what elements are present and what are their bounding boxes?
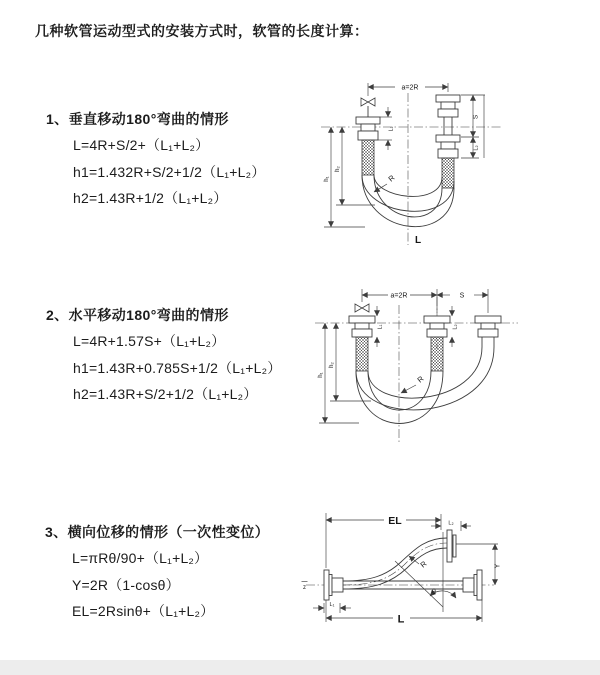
flange xyxy=(436,135,460,142)
section-3 xyxy=(45,519,269,625)
dim-label-travel: S xyxy=(472,114,480,120)
dim-label-h1: h₁ xyxy=(324,176,330,182)
dim-label-length: L xyxy=(415,235,422,246)
dim-label-end1: L₁ xyxy=(388,126,395,132)
dim-label-radius: R xyxy=(386,173,397,184)
flange xyxy=(424,316,450,323)
formula-line: L=4R+1.57S+（L₁+L₂） xyxy=(73,333,226,349)
dim-label-radius: R xyxy=(418,559,429,570)
section-3-heading: 3、横向位移的情形（一次性变位） xyxy=(45,524,270,540)
flange xyxy=(324,570,329,600)
diagram-lateral-offset xyxy=(298,500,600,655)
braided-hose-section xyxy=(431,337,443,371)
flange xyxy=(356,117,380,124)
flange xyxy=(349,316,375,323)
flange-displaced xyxy=(447,530,452,562)
dimension-annotations xyxy=(318,289,488,423)
dim-label-el: EL xyxy=(388,515,402,527)
dim-label-end1: L₁ xyxy=(377,324,384,330)
formula-line: h1=1.432R+S/2+1/2（L₁+L₂） xyxy=(73,163,266,180)
page-title: 几种软管运动型式的安装方式时，软管的长度计算： xyxy=(35,23,369,39)
formula-line: Y=2R（1-cosθ） xyxy=(72,576,180,593)
dim-label-theta: θ xyxy=(432,589,436,596)
section-1 xyxy=(46,106,265,212)
dimension-annotations xyxy=(324,83,485,246)
axis-mark: z xyxy=(303,585,306,591)
hose-assembly xyxy=(324,530,482,600)
dim-label-end1: L₁ xyxy=(329,602,335,608)
dim-label-end2: L₂ xyxy=(473,145,480,151)
dim-label-span: a=2R xyxy=(390,292,408,300)
dim-label-travel: S xyxy=(459,292,465,300)
formula-line: EL=2Rsinθ+（L₁+L₂） xyxy=(72,603,215,619)
hose-assembly xyxy=(349,304,501,424)
dim-label-radius: R xyxy=(415,374,426,385)
flange-raised xyxy=(436,95,460,102)
formula-line: h2=1.43R+1/2（L₁+L₂） xyxy=(73,190,228,206)
formula-line: L=πRθ/90+（L₁+L₂） xyxy=(72,550,209,566)
dim-label-end2: L₂ xyxy=(452,324,459,330)
flange xyxy=(463,578,474,592)
formula-line: L=4R+S/2+（L₁+L₂） xyxy=(73,137,210,153)
formula-line: h2=1.43R+S/2+1/2（L₁+L₂） xyxy=(73,386,258,402)
valve-icon xyxy=(355,304,369,312)
diagram-vertical-travel-180-bend xyxy=(303,77,568,252)
dim-label-length: L xyxy=(397,613,405,626)
dimension-annotations xyxy=(302,513,502,626)
section-2 xyxy=(46,302,281,408)
braided-hose-section xyxy=(362,140,374,175)
braided-hose-section xyxy=(356,337,368,371)
section-2-heading: 2、水平移动180°弯曲的情形 xyxy=(46,307,229,323)
dim-label-span: a=2R xyxy=(401,84,419,92)
formula-line: h1=1.43R+0.785S+1/2（L₁+L₂） xyxy=(73,359,282,376)
section-1-heading: 1、垂直移动180°弯曲的情形 xyxy=(46,111,229,127)
valve-icon xyxy=(361,98,375,117)
diagram-horizontal-travel-180-bend xyxy=(303,283,598,455)
braided-hose-section xyxy=(442,158,454,188)
scan-edge-strip xyxy=(0,660,600,675)
flange-moved xyxy=(475,316,501,323)
dim-label-y: Y xyxy=(494,563,502,569)
dim-label-end2: L₂ xyxy=(448,520,454,527)
dim-label-h2: h₂ xyxy=(335,166,341,172)
dim-label-h1: h₁ xyxy=(318,372,324,378)
dim-label-h2: h₂ xyxy=(329,362,335,368)
